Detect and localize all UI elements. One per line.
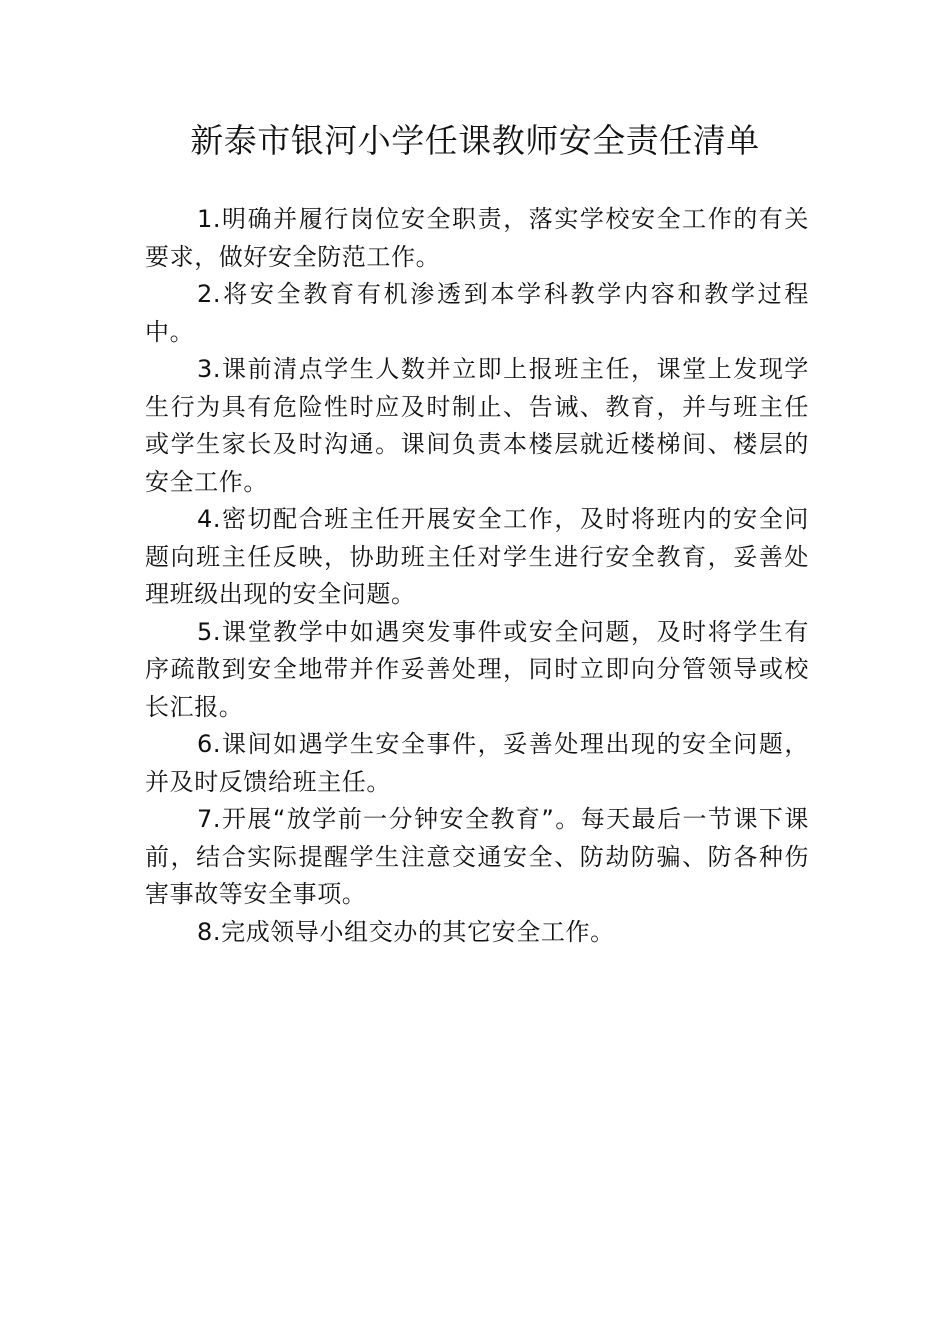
list-item: 5.课堂教学中如遇突发事件或安全问题，及时将学生有序疏散到安全地带并作妥善处理，同时立即向分管领导或校长汇报。 [145,617,809,721]
list-item: 4.密切配合班主任开展安全工作，及时将班内的安全问题向班主任反映，协助班主任对学生进行安全教育，妥善处理班级出现的安全问题。 [145,505,809,608]
list-item: 8.完成领导小组交办的其它安全工作。 [197,917,615,946]
list-item: 2.将安全教育有机渗透到本学科教学内容和教学过程中。 [145,280,809,346]
page-title: 新泰市银河小学任课教师安全责任清单 [190,121,760,160]
list-item: 1.明确并履行岗位安全职责，落实学校安全工作的有关要求，做好安全防范工作。 [145,205,809,271]
list-item: 6.课间如遇学生安全事件，妥善处理出现的安全问题，并及时反馈给班主任。 [145,730,809,796]
list-item: 3.课前清点学生人数并立即上报班主任，课堂上发现学生行为具有危险性时应及时制止、告诫、教育，并与班主任或学生家长及时沟通。课间负责本楼层就近楼梯间、楼层的安全工作。 [145,355,809,496]
responsibility-list [145,201,809,951]
list-item: 7.开展“放学前一分钟安全教育”。每天最后一节课下课前，结合实际提醒学生注意交通安全、防劫防骗、防各种伤害事故等安全事项。 [145,805,809,908]
